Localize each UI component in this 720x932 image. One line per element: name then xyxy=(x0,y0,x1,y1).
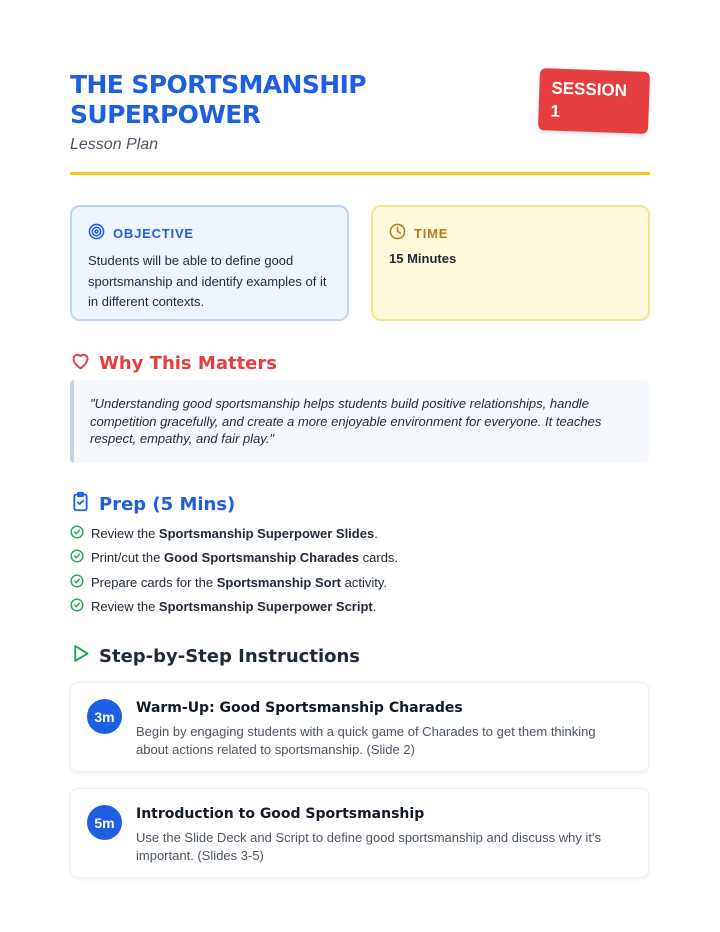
clock-icon xyxy=(389,223,406,243)
check-circle-icon xyxy=(70,574,84,591)
session-badge xyxy=(538,68,650,134)
prep-heading xyxy=(70,491,235,517)
step-title: Warm-Up: Good Sportsmanship Charades xyxy=(136,700,463,716)
time-card xyxy=(371,205,650,321)
page-subtitle: Lesson Plan xyxy=(70,136,159,153)
prep-item xyxy=(70,521,650,546)
why-heading-text: Why This Matters xyxy=(99,352,277,374)
instructions-heading-text: Step-by-Step Instructions xyxy=(99,645,361,667)
objective-label: OBJECTIVE xyxy=(113,225,194,241)
prep-item xyxy=(70,595,650,620)
step-duration-badge: 3m xyxy=(87,699,122,734)
header-divider xyxy=(70,172,650,175)
prep-list xyxy=(70,521,650,619)
check-circle-icon xyxy=(70,549,84,566)
step-card xyxy=(70,788,649,878)
target-icon xyxy=(88,223,105,243)
title-line-1: THE SPORTSMANSHIP xyxy=(70,70,367,99)
step-title: Introduction to Good Sportsmanship xyxy=(136,806,425,822)
prep-item-text: Prepare cards for the Sportsmanship Sort activity. xyxy=(91,574,387,590)
why-quote: "Understanding good sportsmanship helps students build positive relationships, handle competition gracefully, and create a more enjoyable environment for everyone. It teaches respect, empathy, and fair play." xyxy=(70,380,650,463)
prep-heading-text: Prep (5 Mins) xyxy=(99,493,236,515)
check-circle-icon xyxy=(70,598,84,615)
objective-card xyxy=(70,205,349,321)
why-heading xyxy=(70,350,277,376)
prep-item xyxy=(70,546,650,571)
time-label: TIME xyxy=(414,225,449,241)
step-duration-badge: 5m xyxy=(87,805,122,840)
session-number: 1 xyxy=(550,101,561,121)
prep-item-text: Review the Sportsmanship Superpower Script. xyxy=(91,599,377,615)
title-line-2: SUPERPOWER xyxy=(70,100,261,129)
prep-item-text: Review the Sportsmanship Superpower Slides. xyxy=(91,525,378,541)
page-title xyxy=(70,70,490,130)
prep-item xyxy=(70,570,650,595)
step-description: Use the Slide Deck and Script to define good sportsmanship and discuss why it's important. (Slides 3-5) xyxy=(136,830,601,863)
objective-text: Students will be able to define good sportsmanship and identify examples of it in different contexts. xyxy=(88,253,327,309)
instructions-heading xyxy=(70,643,360,669)
prep-item-text: Print/cut the Good Sportsmanship Charades cards. xyxy=(91,550,399,566)
step-card xyxy=(70,682,649,772)
heart-icon xyxy=(70,350,91,376)
clipboard-check-icon xyxy=(70,491,91,517)
time-value: 15 Minutes xyxy=(389,251,457,266)
check-circle-icon xyxy=(70,525,84,542)
step-description: Begin by engaging students with a quick game of Charades to get them thinking about actions related to sportsmanship. (Slide 2) xyxy=(136,724,596,757)
session-label: SESSION xyxy=(551,78,628,101)
play-icon xyxy=(70,643,91,669)
